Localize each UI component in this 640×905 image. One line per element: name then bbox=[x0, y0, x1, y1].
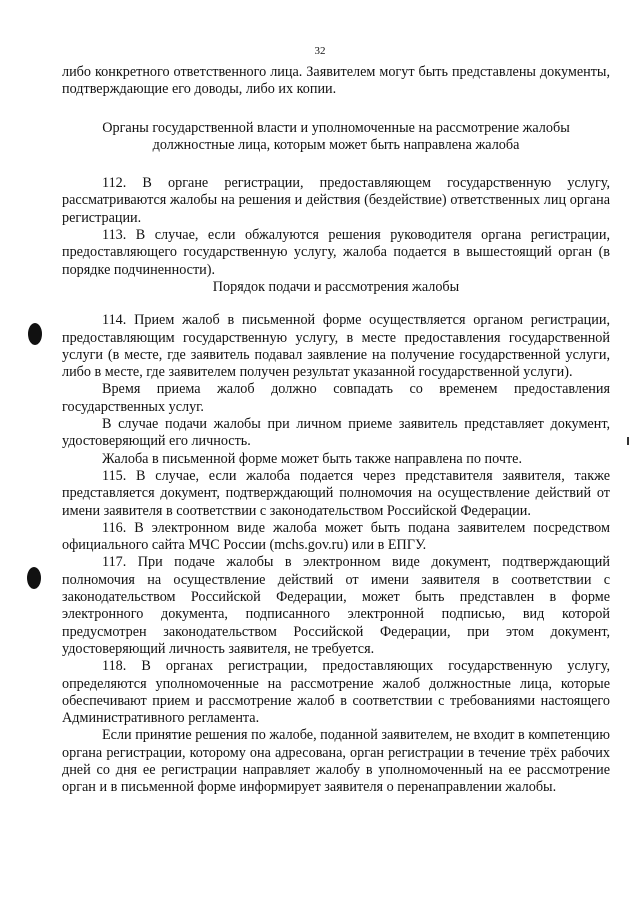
paragraph-117: 117. При подаче жалобы в электронном виде документ, подтверждающий полномочия на осуществление действий от имени заявителя в соответствии с законодательством Российской Федерации, может быть представлен в форме электронного документа, подписанного электронной подписью, вид которой предусмотрен законодательством Российской Федерации, при этом документ, удостоверяющий личность заявителя, не требуется. bbox=[62, 554, 610, 657]
punch-hole-mark bbox=[27, 567, 41, 589]
paragraph-112: 112. В органе регистрации, предоставляющем государственную услугу, рассматриваются жалобы на решения и действия (бездействие) ответственных лиц органа регистрации. bbox=[62, 175, 610, 226]
page-number: 32 bbox=[314, 45, 326, 57]
paragraph-114: 114. Прием жалоб в письменной форме осуществляется органом регистрации, предоставляющим государственную услугу, в месте предоставления государственной услуги (в месте, где заявитель подавал заявление на получение государственной услуги, либо в месте, где заявителем получен результат указанной государственной услуги). bbox=[62, 312, 610, 381]
paragraph-115: 115. В случае, если жалоба подается через представителя заявителя, также представляется документ, подтверждающий полномочия на осуществление действий от имени заявителя в соответствии с законодательством Российской Федерации. bbox=[62, 467, 610, 519]
paragraph-personal-reception: В случае подачи жалобы при личном приеме заявитель представляет документ, удостоверяющий его личность. bbox=[62, 416, 610, 450]
punch-hole-mark bbox=[28, 323, 42, 345]
paragraph-116: 116. В электронном виде жалоба может быть подана заявителем посредством официального сайта МЧС России (mchs.gov.ru) или в ЕПГУ. bbox=[62, 519, 610, 554]
paragraph-118: 118. В органах регистрации, предоставляющих государственную услугу, определяются уполномоченные на рассмотрение жалоб должностные лица, которые обеспечивают прием и рассмотрение жалоб в соответствии с требованиями настоящего Административного регламента. bbox=[62, 658, 610, 727]
scan-speck bbox=[627, 437, 629, 445]
paragraph-113: 113. В случае, если обжалуются решения руководителя органа регистрации, предоставляющего государственную услугу, жалоба подается в вышестоящий орган (в порядке подчиненности). bbox=[62, 227, 610, 278]
document-body bbox=[62, 64, 610, 797]
paragraph-continuation: либо конкретного ответственного лица. Заявителем могут быть представлены документы, подтверждающие его доводы, либо их копии. bbox=[62, 64, 610, 98]
paragraph-by-mail: Жалоба в письменной форме может быть также направлена по почте. bbox=[102, 450, 523, 467]
paragraph-redirect: Если принятие решения по жалобе, поданной заявителем, не входит в компетенцию органа регистрации, которому она адресована, орган регистрации в течение трёх рабочих дней со дня ее регистрации направляет жалобу в уполномоченный на ее рассмотрение орган и в письменной форме информирует заявителя о перенаправлении жалобы. bbox=[62, 727, 610, 796]
paragraph-reception-time: Время приема жалоб должно совпадать со временем предоставления государственных услуг. bbox=[62, 381, 610, 415]
section-heading-procedure: Порядок подачи и рассмотрения жалобы bbox=[212, 278, 460, 295]
section-heading-authorities: Органы государственной власти и уполномоченные на рассмотрение жалобы должностные лица, которым может быть направлена жалоба bbox=[102, 119, 570, 153]
